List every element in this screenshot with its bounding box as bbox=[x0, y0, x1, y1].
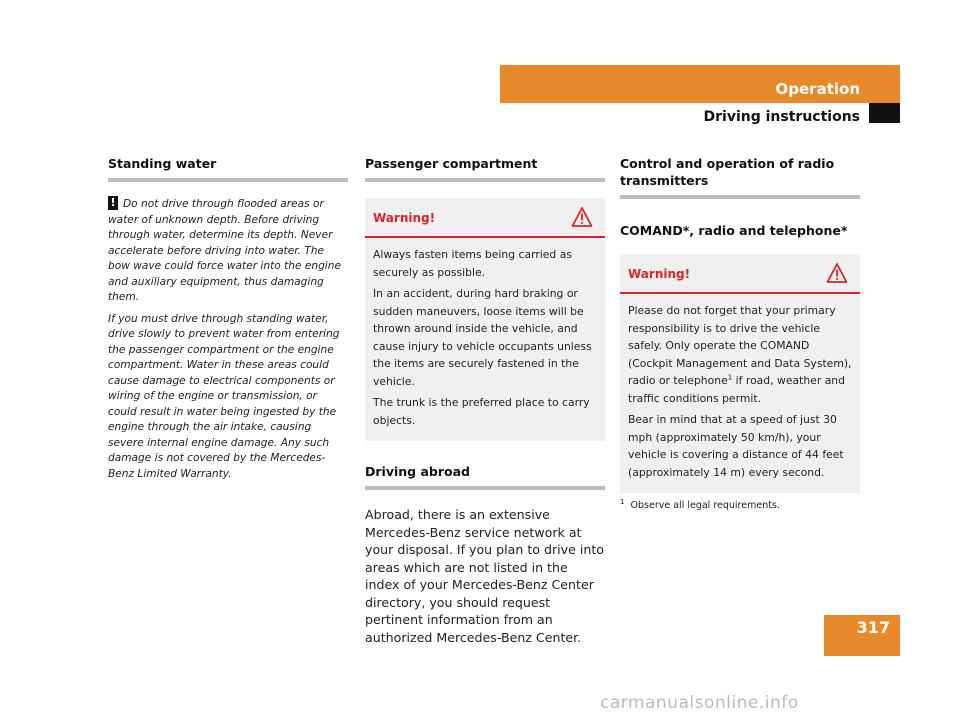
subheading-comand: COMAND*, radio and telephone* bbox=[620, 223, 848, 238]
footnote bbox=[620, 497, 860, 511]
column-radio-transmitters bbox=[620, 155, 860, 511]
heading-passenger-compartment: Passenger compartment bbox=[365, 155, 605, 182]
warning-body bbox=[365, 238, 605, 429]
footnote-reference: 1 bbox=[727, 373, 733, 382]
heading-radio-transmitters: Control and operation of radio transmitters bbox=[620, 155, 860, 199]
watermark: carmanualsonline.info bbox=[600, 693, 799, 713]
header-marker bbox=[869, 103, 900, 123]
heading-driving-abroad: Driving abroad bbox=[365, 463, 605, 490]
warning-paragraph-1: Always fasten items being carried as securely as possible. bbox=[373, 248, 572, 279]
page-number: 317 bbox=[856, 618, 890, 637]
warning-body bbox=[620, 294, 860, 481]
warning-header bbox=[620, 254, 860, 294]
warning-paragraph-1 bbox=[628, 302, 852, 407]
notice-paragraph-1 bbox=[108, 196, 348, 306]
column-standing-water bbox=[108, 155, 348, 488]
column-passenger-compartment bbox=[365, 155, 605, 646]
warning-box bbox=[365, 198, 605, 441]
heading-standing-water: Standing water bbox=[108, 155, 348, 182]
section-title: Operation bbox=[775, 80, 860, 98]
warning-label: Warning! bbox=[373, 211, 436, 225]
warning-label: Warning! bbox=[628, 267, 691, 281]
warning-triangle-icon bbox=[826, 262, 848, 284]
warning-paragraph-2: In an accident, during hard braking or sudden maneuvers, loose items will be thrown around inside the vehicle, and cause injury to vehicle occupants unless the items are securely fastened in the vehicle. bbox=[373, 287, 592, 388]
notice-paragraph-2: If you must drive through standing water, drive slowly to prevent water from entering the passenger compartment or the engine compartment. Water in these areas could cause damage to electrical components or wiring of the engine or transmission, or could result in water being ingested by the engine through the air intake, causing severe internal engine damage. Any such damage is not covered by the Mercedes-Benz Limited Warranty. bbox=[108, 312, 340, 480]
warning-text-before: Please do not forget that your primary responsibility is to drive the vehicle safely. Only operate the COMAND (Cockpit Management and Data System), radio or telephone bbox=[628, 304, 852, 387]
notice-text-1: Do not drive through flooded areas or water of unknown depth. Before driving through water, determine its depth. Never accelerate before driving into water. The bow wave could force water into the engine and auxiliary equipment, thus damaging them. bbox=[108, 198, 341, 303]
warning-triangle-icon bbox=[571, 206, 593, 228]
notice-block bbox=[108, 196, 348, 482]
warning-paragraph-3: The trunk is the preferred place to carry objects. bbox=[373, 396, 590, 427]
footnote-text: Observe all legal requirements. bbox=[630, 500, 780, 511]
subsection-title: Driving instructions bbox=[703, 109, 860, 125]
warning-text-after: if road, weather and traffic conditions permit. bbox=[628, 374, 846, 405]
warning-box bbox=[620, 254, 860, 493]
driving-abroad-text: Abroad, there is an extensive Mercedes-Benz service network at your disposal. If you plan to drive into areas which are not listed in the index of your Mercedes-Benz Center directory, you should request pertinent information from an authorized Mercedes-Benz Center. bbox=[365, 507, 604, 645]
warning-paragraph-2: Bear in mind that at a speed of just 30 mph (approximately 50 km/h), your vehicle is covering a distance of 44 feet (approximately 14 m) every second. bbox=[628, 413, 844, 479]
footnote-number: 1 bbox=[620, 497, 625, 506]
warning-header bbox=[365, 198, 605, 238]
exclamation-icon: ! bbox=[108, 196, 118, 210]
